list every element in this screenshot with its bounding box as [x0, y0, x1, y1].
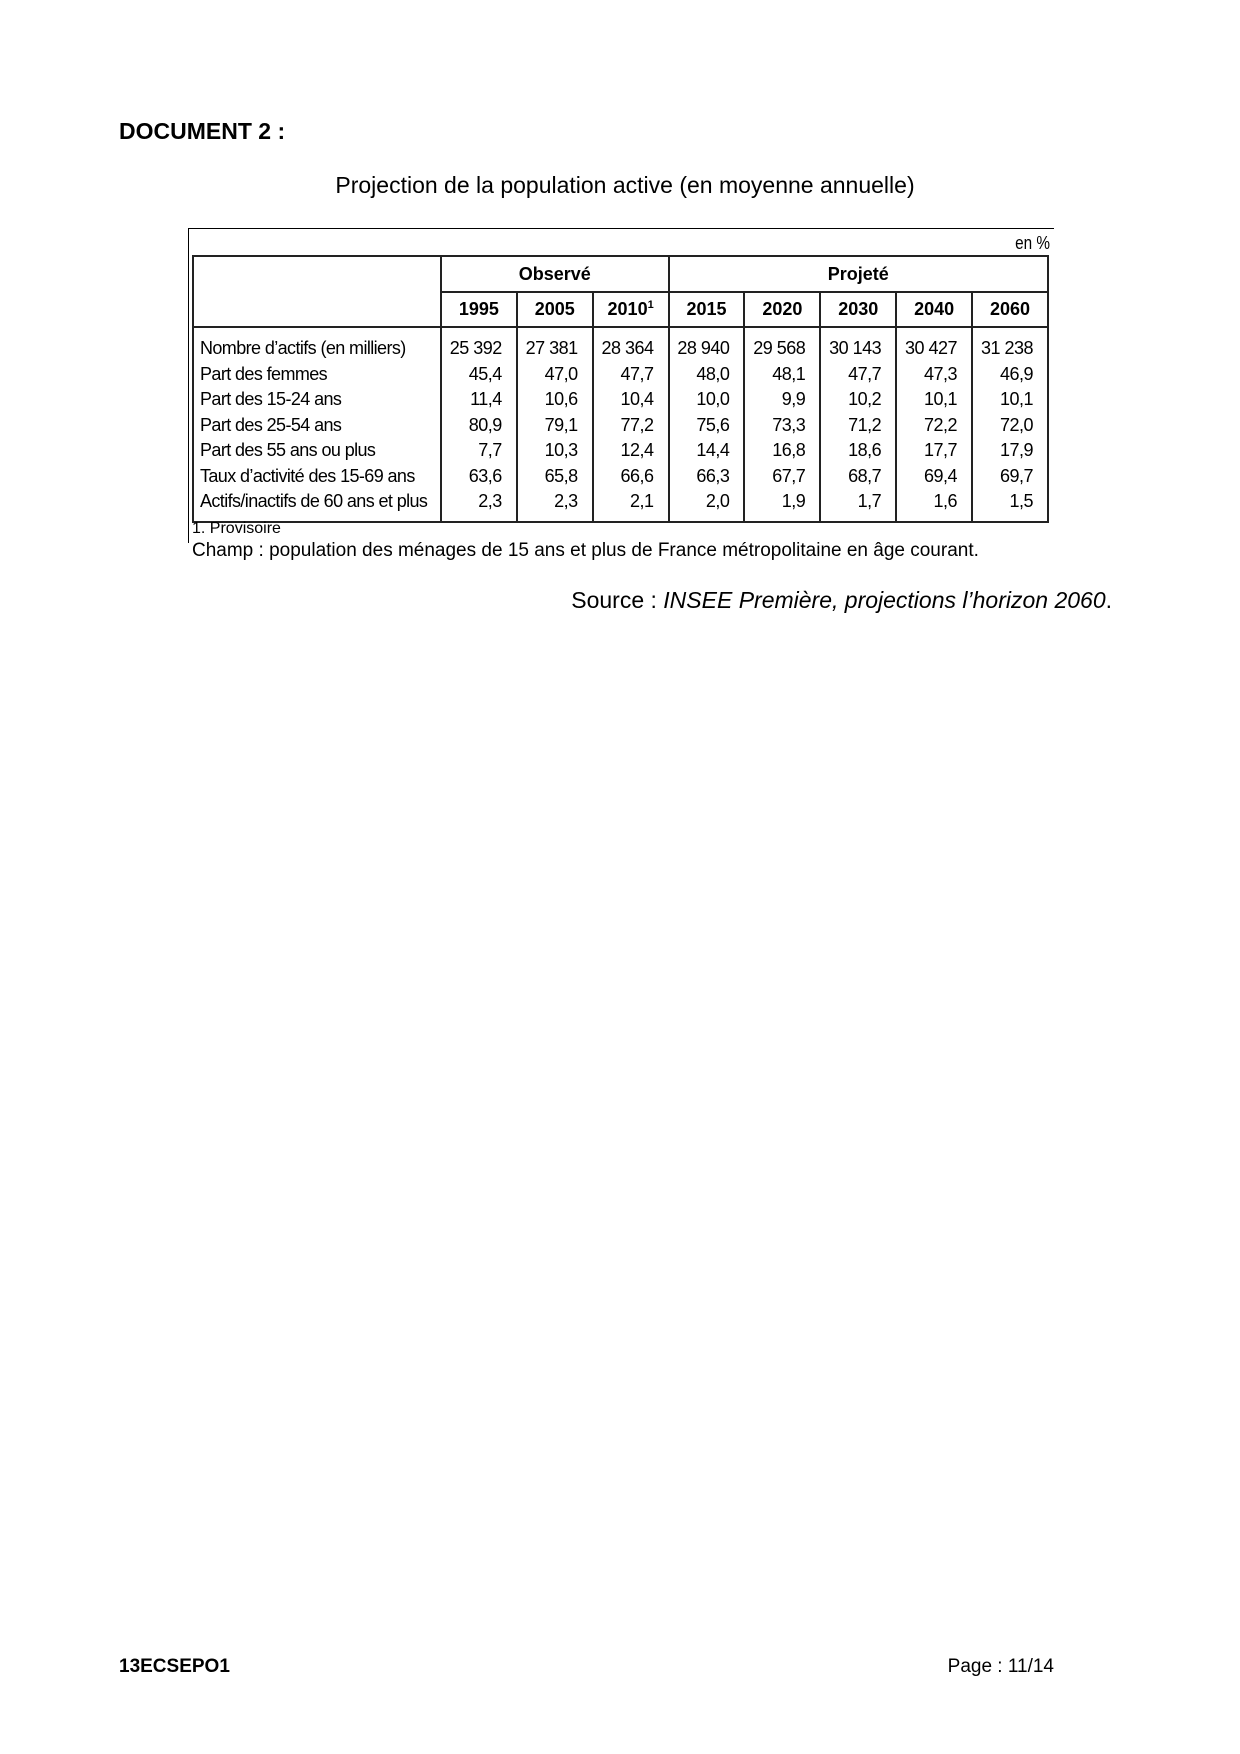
value-cell: 68,7: [820, 464, 896, 490]
table-footnote: 1. Provisoire: [192, 520, 281, 537]
source-line: [571, 587, 1112, 614]
footnote-mark: 1: [647, 299, 654, 311]
year-header: 2040: [896, 292, 972, 327]
value-cell: 27 381: [517, 327, 593, 362]
value-cell: 31 238: [972, 327, 1048, 362]
row-label: Part des 55 ans ou plus: [193, 438, 441, 464]
value-cell: 16,8: [744, 438, 820, 464]
value-cell: 29 568: [744, 327, 820, 362]
value-cell: 79,1: [517, 413, 593, 439]
footer-exam-code: 13ECSEPO1: [119, 1656, 230, 1677]
value-cell: 47,7: [593, 362, 669, 388]
footer-page-number: Page : 11/14: [947, 1656, 1054, 1677]
value-cell: 2,3: [441, 489, 517, 522]
value-cell: 1,5: [972, 489, 1048, 522]
year-header: 2005: [517, 292, 593, 327]
document-heading: DOCUMENT 2 :: [119, 118, 286, 144]
value-cell: 63,6: [441, 464, 517, 490]
year-header: 2030: [820, 292, 896, 327]
population-table: [192, 255, 1049, 523]
value-cell: 45,4: [441, 362, 517, 388]
value-cell: 48,0: [669, 362, 745, 388]
row-label: Nombre d’actifs (en milliers): [193, 327, 441, 362]
value-cell: 48,1: [744, 362, 820, 388]
value-cell: 30 143: [820, 327, 896, 362]
value-cell: 72,0: [972, 413, 1048, 439]
figure-left-rule: [188, 228, 189, 543]
row-label: Taux d’activité des 15-69 ans: [193, 464, 441, 490]
row-label: Part des 15-24 ans: [193, 387, 441, 413]
table-row: [193, 438, 1048, 464]
source-title: INSEE Première, projections l’horizon 2060: [663, 587, 1106, 613]
value-cell: 10,0: [669, 387, 745, 413]
value-cell: 10,6: [517, 387, 593, 413]
value-cell: 12,4: [593, 438, 669, 464]
table-row: [193, 489, 1048, 522]
row-label: Actifs/inactifs de 60 ans et plus: [193, 489, 441, 522]
year-header: 2020: [744, 292, 820, 327]
table-body: [193, 327, 1048, 522]
value-cell: 14,4: [669, 438, 745, 464]
value-cell: 65,8: [517, 464, 593, 490]
source-suffix: .: [1105, 587, 1112, 613]
unit-label: en %: [1015, 233, 1050, 253]
value-cell: 69,4: [896, 464, 972, 490]
value-cell: 7,7: [441, 438, 517, 464]
year-header: 2060: [972, 292, 1048, 327]
value-cell: 17,7: [896, 438, 972, 464]
value-cell: 28 364: [593, 327, 669, 362]
value-cell: 9,9: [744, 387, 820, 413]
value-cell: 71,2: [820, 413, 896, 439]
value-cell: 10,1: [896, 387, 972, 413]
value-cell: 72,2: [896, 413, 972, 439]
source-prefix: Source :: [571, 587, 664, 613]
champ-note: Champ : population des ménages de 15 ans et plus de France métropolitaine en âge courant.: [192, 540, 979, 561]
table-row: [193, 327, 1048, 362]
value-cell: 1,7: [820, 489, 896, 522]
year-header: 1995: [441, 292, 517, 327]
group-header-row: [193, 256, 1048, 292]
projected-group-header: Projeté: [669, 256, 1048, 292]
value-cell: 67,7: [744, 464, 820, 490]
value-cell: 10,4: [593, 387, 669, 413]
value-cell: 10,3: [517, 438, 593, 464]
value-cell: 1,6: [896, 489, 972, 522]
value-cell: 69,7: [972, 464, 1048, 490]
value-cell: 80,9: [441, 413, 517, 439]
value-cell: 47,0: [517, 362, 593, 388]
table-row: [193, 464, 1048, 490]
row-label: Part des 25-54 ans: [193, 413, 441, 439]
value-cell: 73,3: [744, 413, 820, 439]
value-cell: 28 940: [669, 327, 745, 362]
value-cell: 75,6: [669, 413, 745, 439]
figure-top-rule: [188, 228, 1054, 229]
value-cell: 1,9: [744, 489, 820, 522]
table-row: [193, 387, 1048, 413]
row-label: Part des femmes: [193, 362, 441, 388]
year-header: 2010$^1$: [593, 292, 669, 327]
value-cell: 47,3: [896, 362, 972, 388]
value-cell: 2,1: [593, 489, 669, 522]
value-cell: 2,0: [669, 489, 745, 522]
observed-group-header: Observé: [441, 256, 669, 292]
document-title: Projection de la population active (en moyenne annuelle): [335, 172, 915, 198]
value-cell: 2,3: [517, 489, 593, 522]
value-cell: 17,9: [972, 438, 1048, 464]
value-cell: 11,4: [441, 387, 517, 413]
value-cell: 77,2: [593, 413, 669, 439]
table-row: [193, 413, 1048, 439]
value-cell: 10,1: [972, 387, 1048, 413]
value-cell: 25 392: [441, 327, 517, 362]
value-cell: 47,7: [820, 362, 896, 388]
value-cell: 30 427: [896, 327, 972, 362]
table-figure: [188, 228, 1054, 543]
value-cell: 18,6: [820, 438, 896, 464]
empty-header-cell: [193, 256, 441, 327]
value-cell: 66,3: [669, 464, 745, 490]
value-cell: 10,2: [820, 387, 896, 413]
value-cell: 46,9: [972, 362, 1048, 388]
table-row: [193, 362, 1048, 388]
value-cell: 66,6: [593, 464, 669, 490]
year-header: 2015: [669, 292, 745, 327]
